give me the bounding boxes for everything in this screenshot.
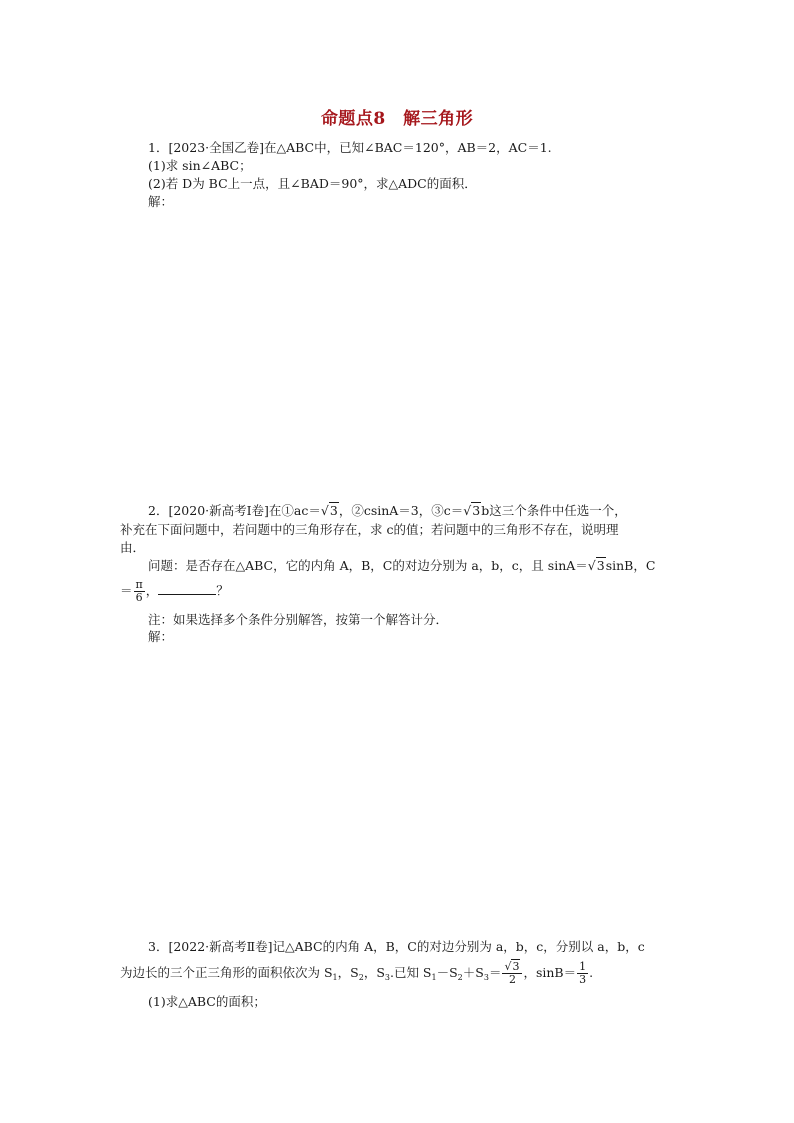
page-title: 命题点8 解三角形 — [320, 109, 474, 129]
subscript-1: 1 — [332, 973, 338, 982]
question-1-part-2: (2)若 D为 BC上一点，且∠BAD＝90°，求△ADC的面积． — [148, 176, 477, 191]
question-2-line-3: 由． — [120, 540, 146, 555]
question-3-line-2-c: ，S — [363, 965, 385, 980]
subscript-3: 3 — [483, 973, 489, 982]
subscript-1: 1 — [431, 973, 437, 982]
subscript-2: 2 — [358, 973, 364, 982]
question-2-problem — [148, 557, 655, 574]
question-2-answer-label: 解： — [148, 629, 174, 644]
fraction-1-over-3: $\frac{1}{3}$ — [579, 960, 587, 986]
question-2-line-1-c: b这三个条件中任选一个， — [481, 503, 627, 518]
question-2-line-2: 补充在下面问题中，若问题中的三角形存在，求 c的值；若问题中的三角形不存在，说明理 — [120, 522, 619, 537]
sqrt-3: √3 — [463, 503, 481, 518]
sqrt-3: √3 — [320, 503, 338, 518]
question-1-answer-label: 解： — [148, 194, 174, 209]
question-2-line-1-a: 2．[2020·新高考Ⅰ卷]在①ac＝ — [148, 503, 321, 518]
comma: ， — [145, 583, 159, 598]
question-1-part-1: (1)求 sin∠ABC； — [148, 158, 252, 173]
question-1-stem: 1．[2023·全国乙卷]在△ABC中，已知∠BAC＝120°，AB＝2，AC＝1. — [148, 140, 552, 155]
question-3-line-2 — [120, 958, 593, 993]
question-2-line-1 — [148, 502, 627, 519]
question-2-problem-b: sinB，C — [605, 558, 656, 573]
question-2-angle-c — [120, 578, 229, 604]
subscript-2: 2 — [457, 973, 463, 982]
subscript-3: 3 — [384, 973, 390, 982]
question-3-line-2-e: －S — [436, 965, 458, 980]
question-3-line-2-g: ＝ — [488, 965, 502, 980]
question-3-part-1: (1)求△ABC的面积； — [148, 994, 266, 1009]
question-3-line-1: 3．[2022·新高考Ⅱ卷]记△ABC的内角 A，B，C的对边分别为 a，b，c，分别以 a，b，c — [148, 939, 645, 954]
question-3-line-2-a: 为边长的三个正三角形的面积依次为 S — [120, 965, 333, 980]
question-2-note: 注：如果选择多个条件分别解答，按第一个解答计分． — [148, 612, 449, 627]
sqrt-3: √3 — [587, 558, 605, 573]
question-3-line-2-b: ，S — [337, 965, 359, 980]
question-3-line-2-f: ＋S — [462, 965, 484, 980]
question-3-line-2-d: .已知 S — [389, 965, 432, 980]
question-2-line-1-b: ，②csinA＝3，③c＝ — [338, 503, 464, 518]
question-mark: ？ — [216, 583, 229, 598]
fraction-sqrt3-over-2: $\frac{√3}{2}$ — [502, 961, 522, 986]
fraction-pi-over-6: $\frac{\pi}{6}$ — [135, 578, 143, 604]
question-2-problem-a: 问题：是否存在△ABC，它的内角 A，B，C的对边分别为 a，b，c，且 sinA＝ — [148, 558, 588, 573]
answer-blank[interactable] — [158, 582, 216, 595]
question-3-line-2-h: ，sinB＝ — [523, 965, 577, 980]
question-3-line-2-i: . — [589, 965, 594, 980]
equals-sign: ＝ — [120, 583, 133, 598]
